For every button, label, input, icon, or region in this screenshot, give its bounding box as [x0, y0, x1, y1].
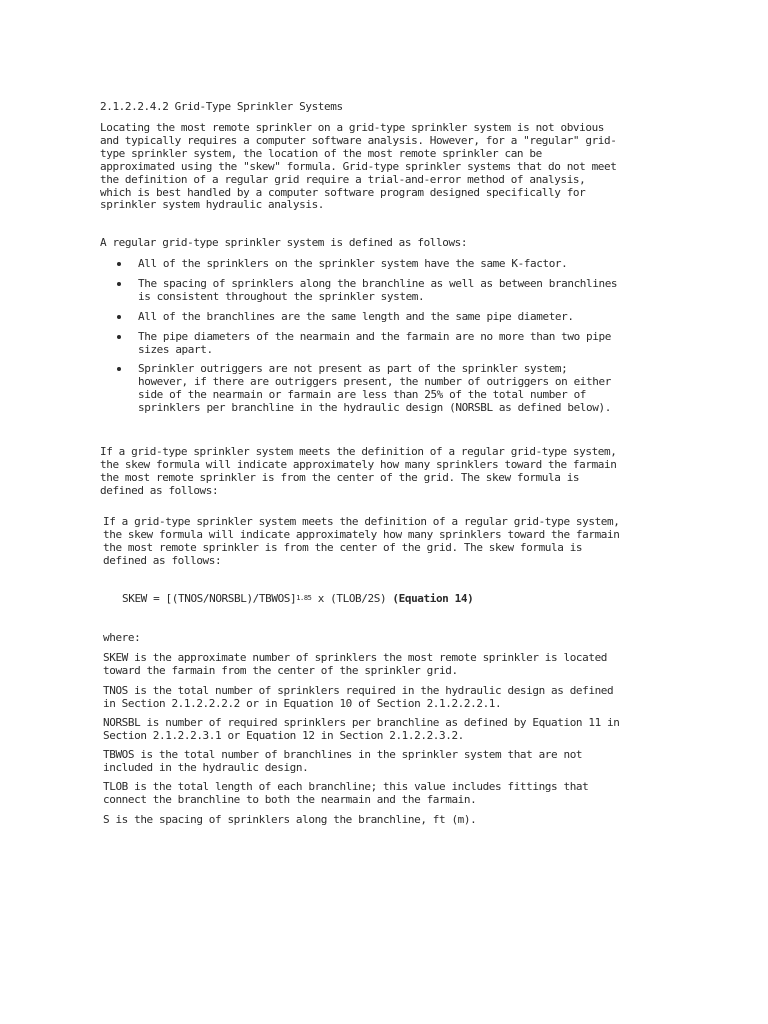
definition-tnos: TNOS is the total number of sprinklers required in the hydraulic design as defined in Section 2.1.2.2.2.2 or in Equation 10 of Section 2.1.2.2.2.1. — [103, 684, 614, 710]
criteria-list — [117, 258, 617, 422]
section-heading: 2.1.2.2.4.2 Grid-Type Sprinkler Systems — [100, 100, 343, 113]
list-item-text: The spacing of sprinklers along the branchline as well as between branchlines is consistent throughout the sprinkler system. — [138, 276, 618, 303]
list-item-text: All of the sprinklers on the sprinkler system have the same K-factor. — [138, 257, 568, 270]
equation-label: (Equation 14) — [392, 592, 474, 605]
list-item-text: The pipe diameters of the nearmain and the farmain are no more than two pipe sizes apart. — [138, 329, 611, 356]
bullet-icon — [117, 282, 121, 286]
equation-exponent: 1.85 — [296, 594, 312, 602]
definition-skew: SKEW is the approximate number of sprinklers the most remote sprinkler is located toward the farmain from the center of the sprinkler grid. — [103, 651, 608, 677]
definition-tbwos: TBWOS is the total number of branchlines in the sprinkler system that are not included in the hydraulic design. — [103, 748, 583, 774]
list-item-text: All of the branchlines are the same length and the same pipe diameter. — [138, 309, 574, 323]
skew-equation — [122, 593, 473, 606]
list-item — [117, 311, 617, 324]
bullet-icon — [117, 335, 121, 339]
definition-s: S is the spacing of sprinklers along the branchline, ft (m). — [103, 813, 477, 826]
list-item — [117, 278, 617, 304]
definition-tlob: TLOB is the total length of each branchline; this value includes fittings that connect the branchline to both the nearmain and the farmain. — [103, 780, 589, 806]
list-item — [117, 331, 617, 357]
skew-paragraph-repeat: If a grid-type sprinkler system meets the definition of a regular grid-type system, the skew formula will indicate approximately how many sprinklers toward the farmain the most remote sprinkler is from the center of the grid. The skew formula is defined as follows: — [103, 515, 620, 567]
list-item — [117, 258, 617, 271]
bullet-icon — [117, 367, 121, 371]
definition-intro: A regular grid-type sprinkler system is defined as follows: — [100, 236, 468, 249]
equation-rhs: x (TLOB/2S) — [311, 592, 393, 605]
equation-lhs: SKEW = [(TNOS/NORSBL)/TBWOS] — [122, 592, 297, 605]
list-item — [117, 363, 617, 415]
intro-paragraph: Locating the most remote sprinkler on a grid-type sprinkler system is not obvious and typically requires a computer software analysis. However, for a "regular" grid- type sprinkler system, the location of the most remote sprinkler can be approximated using the "skew" formula. Grid-type sprinkler systems that do not meet the definition of a regular grid require a trial-and-error method of analysis, which is best handled by a computer software program designed specifically for sprinkler system hydraulic analysis. — [100, 121, 617, 212]
definition-norsbl: NORSBL is number of required sprinklers per branchline as defined by Equation 11 in Section 2.1.2.2.3.1 or Equation 12 in Section 2.1.2.2.3.2. — [103, 716, 620, 742]
skew-paragraph: If a grid-type sprinkler system meets the definition of a regular grid-type system, the skew formula will indicate approximately how many sprinklers toward the farmain the most remote sprinkler is from the center of the grid. The skew formula is defined as follows: — [100, 445, 617, 497]
where-label: where: — [103, 631, 141, 644]
bullet-icon — [117, 315, 121, 319]
bullet-icon — [117, 262, 121, 266]
list-item-text: Sprinkler outriggers are not present as part of the sprinkler system; however, if there are outriggers present, the number of outriggers on either side of the nearmain or farmain are less than 25% of the total number of sprinklers per branchline in the hydraulic design (NORSBL as defined below). — [138, 362, 611, 415]
